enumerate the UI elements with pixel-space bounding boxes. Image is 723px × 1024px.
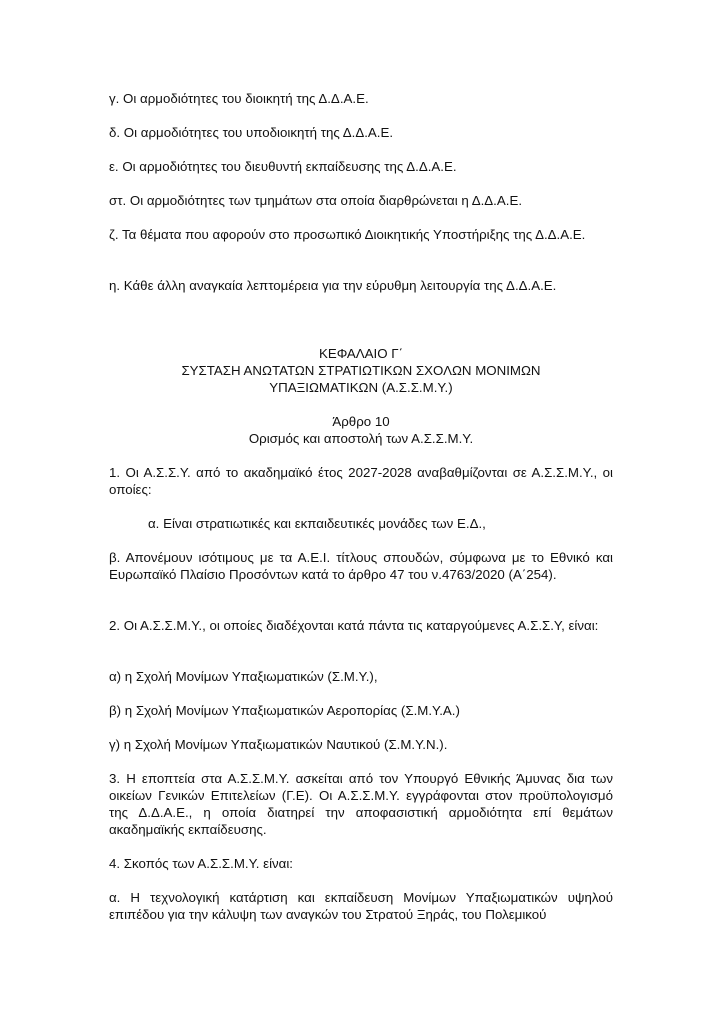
paragraph-2b: β) η Σχολή Μονίμων Υπαξιωματικών Αεροπορίας (Σ.Μ.Υ.Α.) bbox=[109, 703, 460, 718]
list-item-st: στ. Οι αρμοδιότητες των τμημάτων στα οποία διαρθρώνεται η Δ.Δ.Α.Ε. bbox=[109, 193, 523, 208]
paragraph-1: 1. Οι Α.Σ.Σ.Υ. από το ακαδημαϊκό έτος 2027-2028 αναβαθμίζονται σε Α.Σ.Σ.Μ.Υ., οι οποίες: bbox=[109, 465, 613, 497]
list-item-delta: δ. Οι αρμοδιότητες του υποδιοικητή της Δ.Δ.Α.Ε. bbox=[109, 125, 394, 140]
article-number: Άρθρο 10 bbox=[332, 414, 390, 429]
paragraph-2a: α) η Σχολή Μονίμων Υπαξιωματικών (Σ.Μ.Υ.), bbox=[109, 669, 378, 684]
paragraph-4: 4. Σκοπός των Α.Σ.Σ.Μ.Υ. είναι: bbox=[109, 856, 294, 871]
list-item-eta: η. Κάθε άλλη αναγκαία λεπτομέρεια για την εύρυθμη λειτουργία της Δ.Δ.Α.Ε. bbox=[109, 278, 557, 293]
paragraph-2c: γ) η Σχολή Μονίμων Υπαξιωματικών Ναυτικού (Σ.Μ.Υ.Ν.). bbox=[109, 737, 448, 752]
list-item-gamma: γ. Οι αρμοδιότητες του διοικητή της Δ.Δ.Α.Ε. bbox=[109, 91, 369, 106]
article-title: Ορισμός και αποστολή των Α.Σ.Σ.Μ.Υ. bbox=[248, 431, 474, 446]
chapter-label: ΚΕΦΑΛΑΙΟ Γ΄ bbox=[318, 346, 404, 361]
list-item-epsilon: ε. Οι αρμοδιότητες του διευθυντή εκπαίδευσης της Δ.Δ.Α.Ε. bbox=[109, 159, 457, 174]
paragraph-2: 2. Οι Α.Σ.Σ.Μ.Υ., οι οποίες διαδέχονται κατά πάντα τις καταργούμενες Α.Σ.Σ.Υ, είναι: bbox=[109, 618, 599, 633]
paragraph-3: 3. Η εποπτεία στα Α.Σ.Σ.Μ.Υ. ασκείται από τον Υπουργό Εθνικής Άμυνας δια των οικείων Γενικών Επιτελείων (Γ.Ε). Οι Α.Σ.Σ.Μ.Υ. εγγράφονται στον προϋπολογισμό της Δ.Δ.Α.Ε., η οποία διατηρεί την αποφασιστική αρμοδιότητα επί θεμάτων ακαδημαϊκής εκπαίδευσης. bbox=[109, 771, 613, 837]
paragraph-1a: α. Είναι στρατιωτικές και εκπαιδευτικές μονάδες των Ε.Δ., bbox=[148, 516, 486, 531]
list-item-zeta: ζ. Τα θέματα που αφορούν στο προσωπικό Διοικητικής Υποστήριξης της Δ.Δ.Α.Ε. bbox=[109, 227, 586, 242]
chapter-title-line1: ΣΥΣΤΑΣΗ ΑΝΩΤΑΤΩΝ ΣΤΡΑΤΙΩΤΙΚΩΝ ΣΧΟΛΩΝ ΜΟΝΙΜΩΝ bbox=[181, 363, 541, 378]
paragraph-4a: α. Η τεχνολογική κατάρτιση και εκπαίδευση Μονίμων Υπαξιωματικών υψηλού επιπέδου για την κάλυψη των αναγκών του Στρατού Ξηράς, του Πολεμικού bbox=[109, 890, 613, 922]
chapter-title-line2: ΥΠΑΞΙΩΜΑΤΙΚΩΝ (Α.Σ.Σ.Μ.Υ.) bbox=[269, 380, 453, 395]
paragraph-1b: β. Απονέμουν ισότιμους με τα Α.Ε.Ι. τίτλους σπουδών, σύμφωνα με το Εθνικό και Ευρωπαϊκό Πλαίσιο Προσόντων κατά το άρθρο 47 του ν.4763/2020 (Α΄254). bbox=[109, 550, 613, 582]
